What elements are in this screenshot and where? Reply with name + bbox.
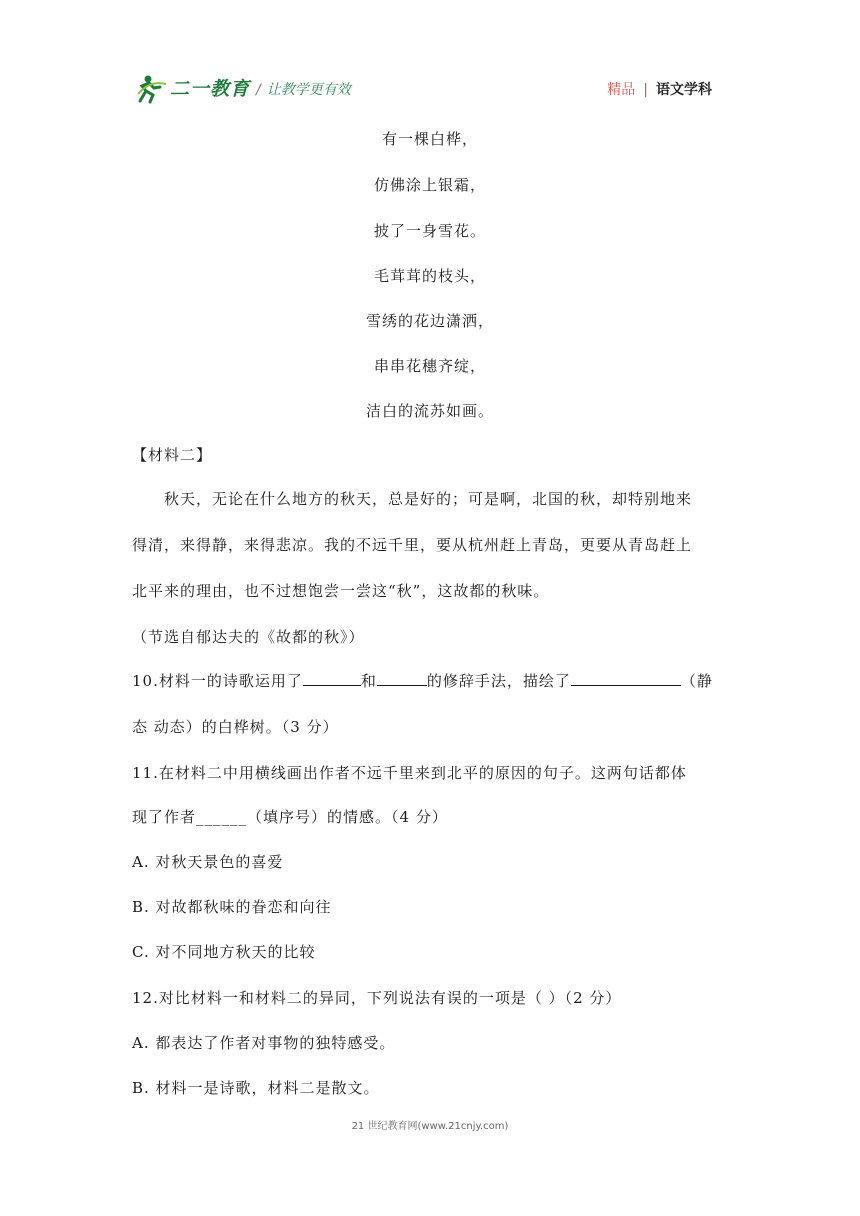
paragraph-line: 北平来的理由，也不过想饱尝一尝这“秋”，这故都的秋味。 [132,582,550,600]
q10-line2: 态 动态）的白桦树。（3 分） [132,718,339,736]
slogan [256,79,351,99]
page-header [136,70,726,110]
answer-blank[interactable] [377,670,427,686]
poem-line: 毛茸茸的枝头， [373,267,486,285]
option-b: B. 对故都秋味的眷恋和向往 [132,898,332,916]
q11-line2: 现了作者______（填序号）的情感。（4 分） [132,808,448,826]
q10-text: 和 [360,672,377,690]
poem-line: 披了一身雪花。 [373,222,486,240]
slogan-text: 让教学更有效 [266,82,351,98]
q10-text: 的修辞手法，描绘了 [426,672,571,690]
premium-label: 精品 [607,82,636,98]
poem-line: 洁白的流苏如画。 [365,402,494,420]
paragraph-line: 得清，来得静，来得悲凉。我的不远千里，要从杭州赶上青岛，更要从青岛赶上 [132,536,693,554]
answer-blank[interactable] [571,670,681,686]
question-12: 12.对比材料一和材料二的异同，下列说法有误的一项是（ ）（2 分） [132,989,622,1007]
q10-text: （静 [680,672,713,690]
material-heading: 【材料二】 [132,446,213,464]
source-citation: （节选自郁达夫的《故都的秋》） [132,628,365,646]
poem-line: 有一棵白桦， [381,130,478,148]
slash-divider: / [256,82,261,98]
poem-line: 串串花穗齐绽， [373,357,486,375]
subject-label: 语文学科 [656,82,712,98]
poem-line: 雪绣的花边潇洒， [365,312,494,330]
q10-text: 10.材料一的诗歌运用了 [132,672,303,690]
option-a: A. 都表达了作者对事物的独特感受。 [132,1034,396,1052]
page-footer: 21 世纪教育网(www.21cnjy.com) [351,1121,509,1132]
answer-blank[interactable] [303,670,361,686]
option-c: C. 对不同地方秋天的比较 [132,943,316,961]
paragraph-line: 秋天，无论在什么地方的秋天，总是好的；可是啊，北国的秋，却特别地来 [164,490,693,508]
logo-text: 二一教育 [170,78,251,100]
question-10 [132,670,713,691]
header-separator: | [643,82,648,98]
option-a: A. 对秋天景色的喜爱 [132,853,284,871]
header-right [607,79,712,99]
poem-line: 仿佛涂上银霜， [373,176,486,194]
option-b: B. 材料一是诗歌，材料二是散文。 [132,1079,380,1097]
question-11: 11.在材料二中用横线画出作者不远千里来到北平的原因的句子。这两句话都体 [132,764,687,782]
